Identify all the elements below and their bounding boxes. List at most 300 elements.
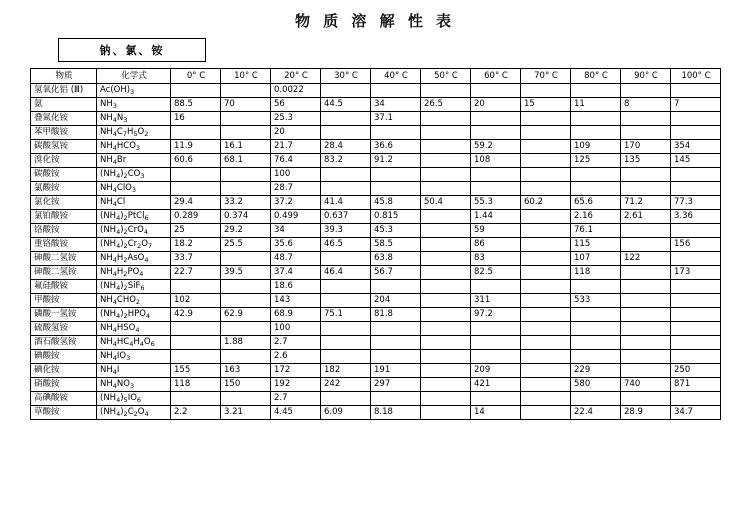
cell-solubility-value [571,392,621,406]
cell-solubility-value [371,336,421,350]
cell-solubility-value: 156 [671,238,721,252]
cell-solubility-value: 83 [471,252,521,266]
cell-solubility-value: 172 [271,364,321,378]
cell-solubility-value: 50.4 [421,196,471,210]
cell-solubility-value: 2.7 [271,336,321,350]
cell-solubility-value: 191 [371,364,421,378]
cell-solubility-value: 58.5 [371,238,421,252]
cell-solubility-value: 2.16 [571,210,621,224]
cell-chemical-formula: $NH_4HCO_3$ [97,140,171,154]
cell-substance-name: 氨 [31,98,97,112]
cell-solubility-value [621,84,671,98]
cell-solubility-value [521,266,571,280]
cell-solubility-value: 35.6 [271,238,321,252]
cell-solubility-value [371,168,421,182]
cell-solubility-value [521,168,571,182]
cell-solubility-value [571,280,621,294]
cell-solubility-value [221,392,271,406]
cell-solubility-value: 0.499 [271,210,321,224]
cell-solubility-value: 209 [471,364,521,378]
cell-solubility-value: 11 [571,98,621,112]
cell-chemical-formula: $NH_4I$ [97,364,171,378]
header-cell-temperature: 80° C [571,69,621,84]
cell-solubility-value [321,126,371,140]
cell-solubility-value [171,168,221,182]
cell-solubility-value: 45.3 [371,224,421,238]
cell-solubility-value [671,224,721,238]
table-row [31,294,721,308]
cell-solubility-value: 2.6 [271,350,321,364]
cell-solubility-value [521,126,571,140]
table-row [31,308,721,322]
cell-solubility-value: 143 [271,294,321,308]
cell-solubility-value: 107 [571,252,621,266]
cell-solubility-value: 68.9 [271,308,321,322]
cell-solubility-value: 65.6 [571,196,621,210]
cell-solubility-value [221,112,271,126]
cell-solubility-value: 21.7 [271,140,321,154]
cell-solubility-value: 36.6 [371,140,421,154]
cell-chemical-formula: $NH_4HSO_4$ [97,322,171,336]
cell-solubility-value [571,322,621,336]
cell-solubility-value: 22.4 [571,406,621,420]
cell-substance-name: 碳酸氢铵 [31,140,97,154]
cell-substance-name: 铬酸铵 [31,224,97,238]
cell-solubility-value [671,322,721,336]
cell-solubility-value: 55.3 [471,196,521,210]
cell-solubility-value: 2.7 [271,392,321,406]
cell-solubility-value: 18.6 [271,280,321,294]
cell-solubility-value [471,336,521,350]
cell-solubility-value [371,280,421,294]
cell-solubility-value: 533 [571,294,621,308]
table-row [31,154,721,168]
cell-solubility-value [521,308,571,322]
cell-solubility-value [371,350,421,364]
cell-solubility-value [571,168,621,182]
table-row [31,350,721,364]
cell-substance-name: 碳酸铵 [31,168,97,182]
cell-solubility-value [621,238,671,252]
cell-solubility-value: 25.5 [221,238,271,252]
cell-solubility-value [221,280,271,294]
cell-solubility-value [421,266,471,280]
cell-solubility-value: 6.09 [321,406,371,420]
cell-solubility-value: 83.2 [321,154,371,168]
cell-chemical-formula: $(NH_4)_2C_2O_4$ [97,406,171,420]
cell-chemical-formula: $Ac(OH)_3$ [97,84,171,98]
cell-solubility-value: 25.3 [271,112,321,126]
cell-solubility-value: 71.2 [621,196,671,210]
table-row [31,84,721,98]
cell-solubility-value: 76.4 [271,154,321,168]
cell-solubility-value: 8 [621,98,671,112]
cell-solubility-value [421,126,471,140]
cell-solubility-value: 100 [271,168,321,182]
cell-solubility-value [321,168,371,182]
cell-solubility-value [471,280,521,294]
cell-solubility-value [671,294,721,308]
cell-solubility-value: 60.2 [521,196,571,210]
cell-solubility-value: 77.3 [671,196,721,210]
cell-solubility-value: 16.1 [221,140,271,154]
cell-solubility-value [421,308,471,322]
cell-solubility-value: 46.4 [321,266,371,280]
cell-solubility-value [571,308,621,322]
cell-substance-name: 碘酸铵 [31,350,97,364]
cell-substance-name: 氯化铵 [31,196,97,210]
cell-solubility-value [371,84,421,98]
header-cell-temperature: 50° C [421,69,471,84]
cell-solubility-value: 56.7 [371,266,421,280]
cell-chemical-formula: $(NH_4)_2SiF_6$ [97,280,171,294]
cell-substance-name: 高碘酸铵 [31,392,97,406]
cell-chemical-formula: $(NH_4)_2Cr_2O_7$ [97,238,171,252]
cell-solubility-value [521,238,571,252]
cell-solubility-value: 1.88 [221,336,271,350]
cell-solubility-value [521,392,571,406]
table-row [31,252,721,266]
table-row [31,98,721,112]
cell-solubility-value: 11.9 [171,140,221,154]
cell-chemical-formula: $NH_4Cl$ [97,196,171,210]
cell-solubility-value: 34 [271,224,321,238]
cell-substance-name: 酒石酸氢铵 [31,336,97,350]
cell-solubility-value [621,224,671,238]
cell-solubility-value [671,112,721,126]
cell-solubility-value [221,322,271,336]
cell-solubility-value: 28.9 [621,406,671,420]
cell-solubility-value: 102 [171,294,221,308]
cell-solubility-value [171,392,221,406]
cell-solubility-value: 81.8 [371,308,421,322]
cell-solubility-value: 118 [571,266,621,280]
cell-solubility-value [321,350,371,364]
cell-solubility-value: 20 [271,126,321,140]
table-header [31,69,721,84]
table-row [31,364,721,378]
cell-solubility-value [521,364,571,378]
cell-solubility-value [671,350,721,364]
cell-substance-name: 氢氧化铝 (Ⅲ) [31,84,97,98]
cell-chemical-formula: $(NH_4)_2PtCl_6$ [97,210,171,224]
cell-solubility-value: 91.2 [371,154,421,168]
cell-solubility-value: 122 [621,252,671,266]
table-row [31,140,721,154]
cell-solubility-value [371,322,421,336]
cell-solubility-value [571,182,621,196]
cell-solubility-value: 173 [671,266,721,280]
cell-solubility-value: 28.7 [271,182,321,196]
cell-chemical-formula: $(NH_4)_2HPO_4$ [97,308,171,322]
cell-substance-name: 氯铂酸铵 [31,210,97,224]
cell-solubility-value [671,336,721,350]
header-cell-temperature: 60° C [471,69,521,84]
cell-solubility-value: 8.18 [371,406,421,420]
cell-solubility-value: 48.7 [271,252,321,266]
cell-solubility-value: 163 [221,364,271,378]
cell-solubility-value: 29.4 [171,196,221,210]
table-row [31,266,721,280]
header-cell-temperature: 40° C [371,69,421,84]
cell-solubility-value [221,84,271,98]
cell-solubility-value [421,294,471,308]
cell-chemical-formula: $NH_3$ [97,98,171,112]
cell-solubility-value [321,280,371,294]
cell-solubility-value [221,126,271,140]
cell-solubility-value [371,126,421,140]
cell-solubility-value [521,112,571,126]
table-row [31,392,721,406]
cell-solubility-value [421,336,471,350]
cell-solubility-value: 37.1 [371,112,421,126]
cell-solubility-value: 871 [671,378,721,392]
cell-solubility-value: 250 [671,364,721,378]
cell-solubility-value: 3.21 [221,406,271,420]
cell-solubility-value: 46.5 [321,238,371,252]
cell-solubility-value [421,392,471,406]
cell-solubility-value [171,126,221,140]
table-row [31,182,721,196]
cell-solubility-value: 2.61 [621,210,671,224]
cell-solubility-value [421,252,471,266]
cell-solubility-value [671,126,721,140]
cell-solubility-value: 354 [671,140,721,154]
solubility-table [30,68,721,420]
cell-solubility-value: 34.7 [671,406,721,420]
cell-solubility-value [621,350,671,364]
cell-solubility-value [521,140,571,154]
cell-solubility-value: 125 [571,154,621,168]
cell-solubility-value [621,392,671,406]
cell-solubility-value [321,322,371,336]
cell-solubility-value: 97.2 [471,308,521,322]
cell-solubility-value: 2.2 [171,406,221,420]
cell-solubility-value: 7 [671,98,721,112]
cell-solubility-value: 108 [471,154,521,168]
cell-solubility-value: 39.3 [321,224,371,238]
header-cell-formula: 化学式 [97,69,171,84]
cell-solubility-value [471,392,521,406]
table-row [31,196,721,210]
cell-solubility-value [521,336,571,350]
cell-solubility-value [171,182,221,196]
cell-solubility-value: 15 [521,98,571,112]
cell-solubility-value: 421 [471,378,521,392]
cell-solubility-value [471,322,521,336]
cell-solubility-value: 150 [221,378,271,392]
table-row [31,238,721,252]
cell-solubility-value: 37.2 [271,196,321,210]
cell-chemical-formula: $(NH_4)_2CrO_4$ [97,224,171,238]
cell-solubility-value: 88.5 [171,98,221,112]
table-row [31,210,721,224]
cell-solubility-value [321,112,371,126]
cell-solubility-value: 16 [171,112,221,126]
cell-substance-name: 溴化铵 [31,154,97,168]
cell-solubility-value [371,182,421,196]
page-title: 物 质 溶 解 性 表 [294,12,456,30]
cell-solubility-value [421,168,471,182]
cell-chemical-formula: $NH_4N_3$ [97,112,171,126]
cell-solubility-value: 63.8 [371,252,421,266]
table-row [31,322,721,336]
cell-chemical-formula: $(NH_4)_5IO_6$ [97,392,171,406]
cell-solubility-value [421,154,471,168]
cell-solubility-value [671,252,721,266]
cell-solubility-value [421,224,471,238]
header-cell-temperature: 10° C [221,69,271,84]
cell-solubility-value [421,84,471,98]
cell-solubility-value: 18.2 [171,238,221,252]
cell-solubility-value [621,112,671,126]
cell-solubility-value [421,322,471,336]
cell-solubility-value [671,308,721,322]
cell-solubility-value [471,168,521,182]
cell-substance-name: 苯甲酸铵 [31,126,97,140]
cell-solubility-value [421,112,471,126]
table-row [31,280,721,294]
cell-solubility-value [621,266,671,280]
cell-solubility-value: 14 [471,406,521,420]
cell-substance-name: 叠氮化铵 [31,112,97,126]
cell-solubility-value: 1.44 [471,210,521,224]
cell-solubility-value [571,336,621,350]
cell-chemical-formula: $NH_4H_2AsO_4$ [97,252,171,266]
cell-solubility-value: 0.0022 [271,84,321,98]
header-cell-temperature: 30° C [321,69,371,84]
cell-solubility-value [321,252,371,266]
cell-solubility-value [221,350,271,364]
cell-solubility-value [421,280,471,294]
cell-solubility-value [421,182,471,196]
cell-chemical-formula: $NH_4Br$ [97,154,171,168]
table-body [31,84,721,420]
cell-chemical-formula: $(NH_4)_2CO_3$ [97,168,171,182]
table-row [31,112,721,126]
cell-solubility-value [471,126,521,140]
cell-solubility-value [321,294,371,308]
cell-solubility-value: 86 [471,238,521,252]
cell-substance-name: 磷酸一氢铵 [31,308,97,322]
table-row [31,336,721,350]
cell-substance-name: 甲酸铵 [31,294,97,308]
cell-substance-name: 重铬酸铵 [31,238,97,252]
cell-solubility-value [521,350,571,364]
cell-solubility-value: 100 [271,322,321,336]
subtitle-box: 钠、氯、铵 [58,38,206,62]
cell-solubility-value: 4.45 [271,406,321,420]
cell-solubility-value [321,336,371,350]
cell-solubility-value [221,294,271,308]
table-row [31,168,721,182]
table-row [31,378,721,392]
cell-solubility-value [471,84,521,98]
cell-solubility-value: 56 [271,98,321,112]
cell-solubility-value [671,280,721,294]
cell-solubility-value [421,378,471,392]
cell-solubility-value: 145 [671,154,721,168]
cell-solubility-value [171,280,221,294]
cell-solubility-value: 42.9 [171,308,221,322]
cell-solubility-value [621,308,671,322]
cell-solubility-value [221,182,271,196]
cell-solubility-value [521,210,571,224]
cell-solubility-value [621,322,671,336]
cell-solubility-value [521,252,571,266]
cell-substance-name: 氯酸铵 [31,182,97,196]
cell-solubility-value: 39.5 [221,266,271,280]
cell-solubility-value: 135 [621,154,671,168]
cell-solubility-value: 44.5 [321,98,371,112]
cell-solubility-value [621,294,671,308]
cell-chemical-formula: $NH_4CHO_2$ [97,294,171,308]
cell-substance-name: 氟硅酸铵 [31,280,97,294]
cell-chemical-formula: $NH_4C_7H_5O_2$ [97,126,171,140]
cell-solubility-value [621,280,671,294]
header-cell-temperature: 70° C [521,69,571,84]
table-row [31,224,721,238]
cell-solubility-value: 26.5 [421,98,471,112]
cell-solubility-value [671,182,721,196]
cell-solubility-value: 76.1 [571,224,621,238]
cell-solubility-value: 0.637 [321,210,371,224]
cell-solubility-value: 0.374 [221,210,271,224]
cell-chemical-formula: $NH_4NO_3$ [97,378,171,392]
cell-solubility-value [221,168,271,182]
cell-solubility-value [421,350,471,364]
cell-solubility-value [521,84,571,98]
cell-solubility-value [471,112,521,126]
cell-solubility-value: 580 [571,378,621,392]
cell-solubility-value [321,182,371,196]
cell-solubility-value [521,406,571,420]
cell-solubility-value [571,112,621,126]
cell-solubility-value: 192 [271,378,321,392]
header-cell-temperature: 90° C [621,69,671,84]
cell-solubility-value [621,168,671,182]
table-row [31,126,721,140]
cell-solubility-value: 41.4 [321,196,371,210]
cell-solubility-value: 0.815 [371,210,421,224]
cell-solubility-value: 62.9 [221,308,271,322]
cell-solubility-value: 740 [621,378,671,392]
cell-solubility-value [171,84,221,98]
cell-solubility-value [171,350,221,364]
cell-solubility-value [471,182,521,196]
cell-substance-name: 草酸铵 [31,406,97,420]
cell-solubility-value [321,392,371,406]
cell-chemical-formula: $NH_4IO_3$ [97,350,171,364]
cell-solubility-value: 118 [171,378,221,392]
cell-chemical-formula: $NH_4HC_4H_4O_6$ [97,336,171,350]
cell-solubility-value [421,238,471,252]
cell-solubility-value [421,364,471,378]
cell-solubility-value: 3.36 [671,210,721,224]
cell-solubility-value [171,322,221,336]
cell-solubility-value: 229 [571,364,621,378]
cell-solubility-value [521,378,571,392]
cell-solubility-value: 20 [471,98,521,112]
cell-solubility-value [221,252,271,266]
cell-solubility-value: 22.7 [171,266,221,280]
header-cell-temperature: 100° C [671,69,721,84]
cell-solubility-value: 33.2 [221,196,271,210]
cell-solubility-value: 59.2 [471,140,521,154]
table-header-row [31,69,721,84]
cell-solubility-value [521,294,571,308]
cell-solubility-value: 311 [471,294,521,308]
